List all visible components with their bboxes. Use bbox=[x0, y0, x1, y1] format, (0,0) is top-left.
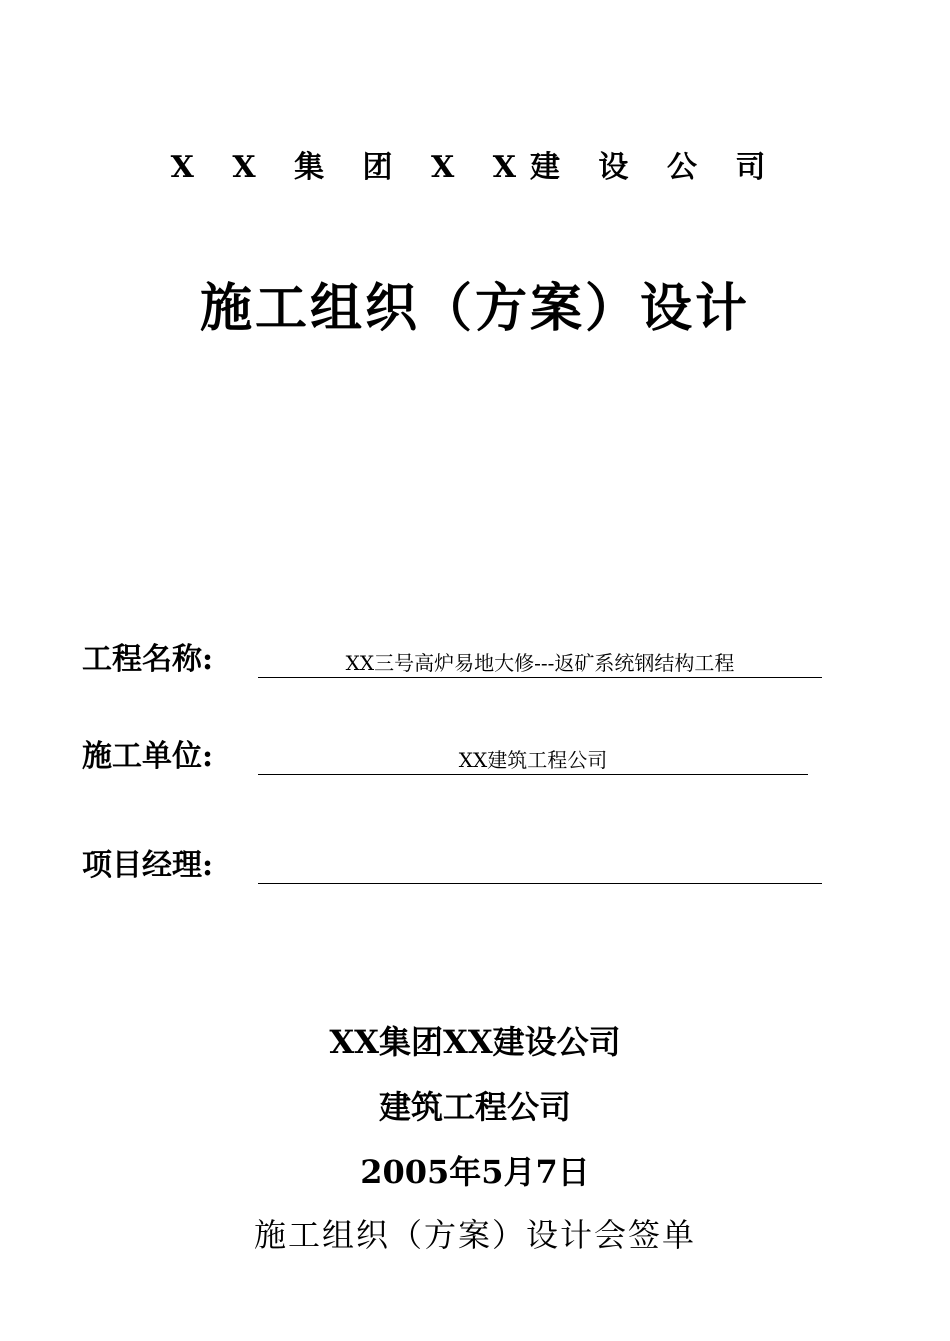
construction-unit-underline bbox=[258, 746, 808, 775]
project-name-value: XX三号高炉易地大修---返矿系统钢结构工程 bbox=[345, 651, 735, 675]
project-manager-row bbox=[82, 846, 822, 886]
construction-unit-row bbox=[82, 737, 822, 777]
footer-company: XX集团XX建设公司 bbox=[329, 1023, 621, 1061]
document-title: 施工组织（方案）设计 bbox=[199, 278, 750, 339]
construction-unit-label: 施工单位: bbox=[82, 739, 214, 774]
footer-date: 2005年5月7日 bbox=[360, 1153, 590, 1191]
signoff-sheet-title: 施工组织（方案）设计会签单 bbox=[253, 1216, 696, 1254]
project-name-label: 工程名称: bbox=[82, 642, 214, 677]
project-name-underline bbox=[258, 649, 822, 678]
project-manager-label: 项目经理: bbox=[82, 848, 214, 883]
footer-subcompany: 建筑工程公司 bbox=[378, 1088, 571, 1126]
company-heading: X X 集 团 X X建 设 公 司 bbox=[170, 150, 780, 185]
project-manager-underline bbox=[258, 855, 822, 884]
construction-unit-value: XX建筑工程公司 bbox=[458, 748, 608, 772]
project-name-row bbox=[82, 640, 822, 680]
